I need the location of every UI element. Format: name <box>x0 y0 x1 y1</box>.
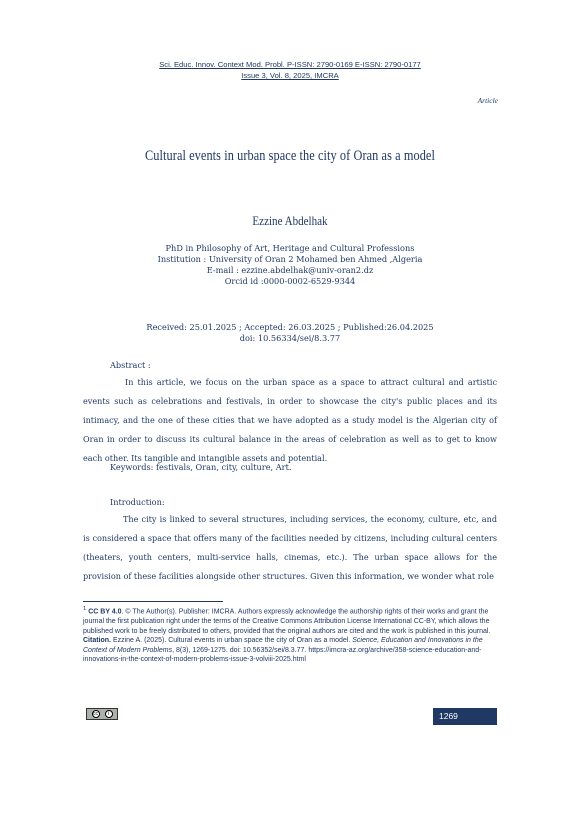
author-name: Ezzine Abdelhak <box>252 213 328 228</box>
affiliation-email[interactable]: E-mail : ezzine.abdelhak@univ-oran2.dz <box>206 265 374 275</box>
abstract-text: In this article, we focus on the urban space as a space to attract cultural and artistic events such as celebrations and festivals, in order to showcase the city's public places and its intimacy, and the one of these cities that we have adopted as a study model is the Algerian city of Oran in order to discuss its cultural balance in the areas of celebration as well as to get to know each other. Its tangible and intangible assets and potential. <box>83 377 497 463</box>
article-type-label: Article <box>477 96 498 105</box>
affiliation-degree: PhD in Philosophy of Art, Heritage and Cultural Professions <box>165 243 415 253</box>
citation-tail[interactable]: , 8(3), 1269-1275. doi: 10.56352/sei/8.3.77. https://imcra-az.org/archive/358-science-education-and-innovations-in-the-context-of-modern-problems-issue-3-volviii-2025.html <box>83 646 482 664</box>
citation-label: Citation. <box>83 637 111 645</box>
footnote-divider <box>83 601 223 602</box>
paper-title: Cultural events in urban space the city of Oran as a model <box>145 148 435 164</box>
citation-journal: Science, Education and Innovations in the Context of Modern Problems <box>83 637 483 654</box>
author-affiliation <box>0 243 580 287</box>
keywords: Keywords: festivals, Oran, city, culture, Art. <box>110 462 292 472</box>
attribution-icon: i <box>105 710 113 718</box>
license-text: . © The Author(s). Publisher: IMCRA. Authors expressly acknowledge the authorship rights of their works and grant the journal the first publication right under the terms of the Creative Commons Attribution License International CC-BY, which allows the published work to be freely distributed to others, provided that the original authors are cited and the work is published in this journal. <box>83 608 491 635</box>
introduction-text: The city is linked to several structures, including services, the economy, culture, etc, and is considered a space that offers many of the facilities needed by citizens, including cultural centers (theaters, youth centers, multi-service halls, cinemas, etc.). The urban space allows for the provision of these facilities alongside other structures. Given this information, we wonder what role <box>83 514 497 581</box>
page-number: 1269 <box>433 708 497 725</box>
journal-header <box>0 59 580 81</box>
license-name: CC BY 4.0 <box>88 608 122 616</box>
footnote <box>83 605 497 665</box>
cc-license-badge[interactable] <box>86 708 118 720</box>
affiliation-institution: Institution : University of Oran 2 Mohamed ben Ahmed ,Algeria <box>157 254 423 264</box>
publication-dates <box>0 322 580 344</box>
footnote-marker: 1 <box>83 606 87 612</box>
citation-text: Ezzine A. (2025). Cultural events in urban space the city of Oran as a model. <box>111 637 353 645</box>
cc-icon: cc <box>93 711 98 717</box>
affiliation-orcid: Orcid id :0000-0002-6529-9344 <box>224 276 356 286</box>
abstract-heading: Abstract : <box>110 360 151 370</box>
journal-line-link[interactable]: Sci. Educ. Innov. Context Mod. Probl. P-ISSN: 2790-0169 E-ISSN: 2790-0177 <box>159 60 421 69</box>
issue-line-link[interactable]: Issue 3, Vol. 8, 2025, IMCRA <box>241 71 339 80</box>
dates-line: Received: 25.01.2025 ; Accepted: 26.03.2025 ; Published:26.04.2025 <box>146 322 434 332</box>
doi-line[interactable]: doi: 10.56334/sei/8.3.77 <box>239 333 341 343</box>
introduction-heading: Introduction: <box>110 497 165 507</box>
